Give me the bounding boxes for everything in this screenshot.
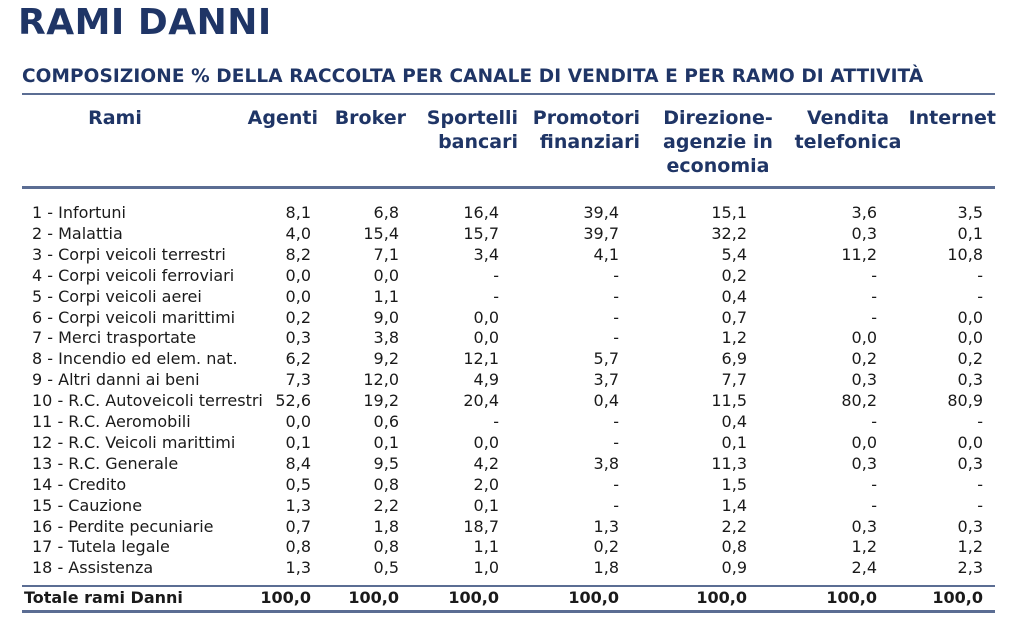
cell-sportelli: 0,0 — [473, 432, 499, 452]
cell-broker: 0,8 — [373, 537, 399, 557]
header-promotori-line1: Promotori — [532, 107, 640, 129]
cell-sportelli: 15,7 — [463, 223, 499, 243]
cell-sportelli: - — [493, 286, 499, 306]
cell-promotori: - — [613, 328, 619, 348]
header-direzione-line2: agenzie in — [663, 131, 773, 153]
row-label: 13 - R.C. Generale — [32, 453, 179, 473]
cell-vendita: 0,0 — [851, 328, 877, 348]
cell-vendita: - — [871, 474, 877, 494]
row-label: 14 - Credito — [32, 474, 127, 494]
table-row — [0, 453, 1020, 474]
cell-vendita: 2,4 — [851, 558, 877, 578]
cell-broker: 1,8 — [373, 516, 399, 536]
table-row — [0, 516, 1020, 537]
row-label: 12 - R.C. Veicoli marittimi — [32, 432, 236, 452]
cell-vendita: 100,0 — [826, 588, 877, 607]
cell-agenti: 4,0 — [285, 223, 311, 243]
cell-internet: 0,3 — [957, 370, 983, 390]
cell-agenti: 8,4 — [285, 453, 311, 473]
cell-sportelli: 1,0 — [473, 558, 499, 578]
cell-agenti: 0,5 — [285, 474, 311, 494]
cell-sportelli: 12,1 — [463, 349, 499, 369]
cell-internet: 0,0 — [957, 307, 983, 327]
row-label: 10 - R.C. Autoveicoli terrestri — [32, 391, 263, 411]
cell-vendita: - — [871, 307, 877, 327]
row-label: 5 - Corpi veicoli aerei — [32, 286, 202, 306]
cell-agenti: 8,2 — [285, 244, 311, 264]
header-direzione-line1: Direzione- — [663, 107, 773, 129]
table-row — [0, 286, 1020, 307]
row-label: 4 - Corpi veicoli ferroviari — [32, 265, 235, 285]
header-vendita-line2: telefonica — [794, 131, 902, 153]
cell-agenti: 100,0 — [260, 588, 311, 607]
cell-agenti: 8,1 — [285, 203, 311, 222]
row-label: 18 - Assistenza — [32, 558, 154, 578]
cell-broker: 7,1 — [373, 244, 399, 264]
row-label: 11 - R.C. Aeromobili — [32, 412, 191, 431]
table-row — [0, 327, 1020, 348]
cell-sportelli: 3,4 — [473, 244, 499, 264]
header-direzione — [650, 106, 786, 178]
header-sportelli-line2: bancari — [438, 131, 518, 153]
cell-promotori: - — [613, 307, 619, 327]
row-label: 16 - Perdite pecuniarie — [32, 516, 214, 536]
cell-direzione: 15,1 — [711, 203, 747, 222]
header-rami: Rami — [88, 107, 142, 129]
cell-promotori: - — [613, 412, 619, 431]
cell-promotori: - — [613, 265, 619, 285]
cell-internet: - — [977, 412, 983, 431]
cell-vendita: - — [871, 265, 877, 285]
cell-promotori: - — [613, 286, 619, 306]
cell-internet: - — [977, 474, 983, 494]
cell-vendita: - — [871, 495, 877, 515]
cell-vendita: - — [871, 412, 877, 431]
cell-internet: 0,0 — [957, 328, 983, 348]
table-row — [0, 244, 1020, 265]
cell-direzione: 2,2 — [721, 516, 747, 536]
cell-internet: 0,2 — [957, 349, 983, 369]
cell-vendita: 1,2 — [851, 537, 877, 557]
cell-promotori: 3,7 — [593, 370, 619, 390]
divider-top — [22, 93, 995, 95]
cell-promotori: 39,7 — [583, 223, 619, 243]
cell-promotori: 100,0 — [568, 588, 619, 607]
cell-promotori: 3,8 — [593, 453, 619, 473]
cell-direzione: 11,3 — [711, 453, 747, 473]
cell-direzione: 7,7 — [721, 370, 747, 390]
cell-sportelli: 4,9 — [473, 370, 499, 390]
cell-internet: 80,9 — [947, 391, 983, 411]
header-sportelli-line1: Sportelli — [426, 107, 518, 129]
header-promotori — [520, 106, 640, 154]
cell-direzione: 100,0 — [696, 588, 747, 607]
cell-broker: 0,6 — [373, 412, 399, 431]
cell-direzione: 0,2 — [721, 265, 747, 285]
cell-agenti: 0,7 — [285, 516, 311, 536]
cell-direzione: 0,4 — [721, 286, 747, 306]
cell-direzione: 0,4 — [721, 412, 747, 431]
cell-internet: - — [977, 265, 983, 285]
cell-promotori: - — [613, 495, 619, 515]
cell-vendita: 0,3 — [851, 223, 877, 243]
cell-vendita: 0,3 — [851, 370, 877, 390]
row-label: 7 - Merci trasportate — [32, 328, 197, 348]
table-row — [0, 536, 1020, 557]
cell-internet: 0,3 — [957, 453, 983, 473]
divider-bottom — [22, 610, 995, 613]
cell-sportelli: 20,4 — [463, 391, 499, 411]
row-label: 9 - Altri danni ai beni — [32, 370, 200, 390]
header-broker: Broker — [334, 107, 406, 129]
table-row — [0, 432, 1020, 453]
cell-direzione: 0,9 — [721, 558, 747, 578]
cell-direzione: 5,4 — [721, 244, 747, 264]
table-row — [0, 557, 1020, 578]
cell-direzione: 0,8 — [721, 537, 747, 557]
cell-broker: 12,0 — [363, 370, 399, 390]
cell-sportelli: 0,1 — [473, 495, 499, 515]
cell-direzione: 0,7 — [721, 307, 747, 327]
cell-vendita: 80,2 — [841, 391, 877, 411]
cell-broker: 9,2 — [373, 349, 399, 369]
cell-promotori: 1,3 — [593, 516, 619, 536]
row-label: 3 - Corpi veicoli terrestri — [32, 244, 226, 264]
cell-direzione: 0,1 — [721, 432, 747, 452]
cell-promotori: - — [613, 474, 619, 494]
cell-agenti: 0,0 — [285, 286, 311, 306]
cell-direzione: 32,2 — [711, 223, 747, 243]
cell-vendita: 0,2 — [851, 349, 877, 369]
cell-broker: 2,2 — [373, 495, 399, 515]
cell-agenti: 1,3 — [285, 495, 311, 515]
cell-direzione: 11,5 — [711, 391, 747, 411]
cell-internet: 1,2 — [957, 537, 983, 557]
cell-internet: 100,0 — [932, 588, 983, 607]
cell-sportelli: 0,0 — [473, 328, 499, 348]
header-internet: Internet — [908, 107, 996, 129]
table-row — [0, 369, 1020, 390]
table-row — [0, 307, 1020, 328]
cell-agenti: 0,2 — [285, 307, 311, 327]
table-row — [0, 495, 1020, 516]
cell-broker: 9,5 — [373, 453, 399, 473]
divider-header — [22, 186, 995, 189]
cell-internet: - — [977, 286, 983, 306]
row-label: 6 - Corpi veicoli marittimi — [32, 307, 236, 327]
cell-broker: 0,5 — [373, 558, 399, 578]
cell-direzione: 1,4 — [721, 495, 747, 515]
row-label: Totale rami Danni — [24, 588, 183, 607]
header-sportelli — [410, 106, 518, 154]
cell-vendita: - — [871, 286, 877, 306]
cell-broker: 19,2 — [363, 391, 399, 411]
table-row — [0, 265, 1020, 286]
cell-broker: 100,0 — [348, 588, 399, 607]
cell-broker: 0,1 — [373, 432, 399, 452]
table-row — [0, 223, 1020, 244]
cell-sportelli: 0,0 — [473, 307, 499, 327]
table-subtitle: COMPOSIZIONE % DELLA RACCOLTA PER CANALE DI VENDITA E PER RAMO DI ATTIVITÀ — [22, 66, 924, 87]
cell-internet: 3,5 — [957, 203, 983, 222]
cell-broker: 15,4 — [363, 223, 399, 243]
cell-sportelli: 4,2 — [473, 453, 499, 473]
row-label: 17 - Tutela legale — [32, 537, 170, 557]
cell-sportelli: 100,0 — [448, 588, 499, 607]
cell-broker: 1,1 — [373, 286, 399, 306]
cell-sportelli: 2,0 — [473, 474, 499, 494]
cell-promotori: 5,7 — [593, 349, 619, 369]
cell-vendita: 0,3 — [851, 516, 877, 536]
cell-broker: 3,8 — [373, 328, 399, 348]
cell-promotori: 0,4 — [593, 391, 619, 411]
table-row — [0, 411, 1020, 432]
cell-vendita: 3,6 — [851, 203, 877, 222]
cell-sportelli: 16,4 — [463, 203, 499, 222]
cell-promotori: 4,1 — [593, 244, 619, 264]
table-row — [0, 348, 1020, 369]
cell-vendita: 11,2 — [841, 244, 877, 264]
cell-sportelli: - — [493, 412, 499, 431]
header-vendita — [788, 106, 908, 154]
cell-agenti: 0,8 — [285, 537, 311, 557]
row-label: 8 - Incendio ed elem. nat. — [32, 349, 238, 369]
cell-agenti: 1,3 — [285, 558, 311, 578]
cell-broker: 6,8 — [373, 203, 399, 222]
cell-agenti: 7,3 — [285, 370, 311, 390]
cell-internet: - — [977, 495, 983, 515]
row-label: 1 - Infortuni — [32, 203, 126, 222]
cell-internet: 0,3 — [957, 516, 983, 536]
cell-promotori: 1,8 — [593, 558, 619, 578]
cell-promotori: - — [613, 432, 619, 452]
row-label: 15 - Cauzione — [32, 495, 143, 515]
cell-agenti: 0,1 — [285, 432, 311, 452]
cell-promotori: 0,2 — [593, 537, 619, 557]
cell-internet: 0,0 — [957, 432, 983, 452]
cell-internet: 0,1 — [957, 223, 983, 243]
cell-direzione: 1,2 — [721, 328, 747, 348]
header-agenti: Agenti — [247, 107, 318, 129]
header-vendita-line1: Vendita — [806, 107, 890, 129]
cell-broker: 9,0 — [373, 307, 399, 327]
cell-vendita: 0,0 — [851, 432, 877, 452]
cell-internet: 2,3 — [957, 558, 983, 578]
header-direzione-line3: economia — [666, 155, 770, 177]
cell-agenti: 6,2 — [285, 349, 311, 369]
cell-agenti: 52,6 — [275, 391, 311, 411]
cell-sportelli: - — [493, 265, 499, 285]
cell-vendita: 0,3 — [851, 453, 877, 473]
cell-agenti: 0,0 — [285, 265, 311, 285]
cell-agenti: 0,0 — [285, 412, 311, 431]
cell-broker: 0,8 — [373, 474, 399, 494]
header-promotori-line2: finanziari — [539, 131, 640, 153]
cell-direzione: 6,9 — [721, 349, 747, 369]
cell-sportelli: 18,7 — [463, 516, 499, 536]
cell-broker: 0,0 — [373, 265, 399, 285]
page-title: RAMI DANNI — [18, 2, 272, 43]
cell-sportelli: 1,1 — [473, 537, 499, 557]
table-row — [0, 474, 1020, 495]
table-row — [0, 202, 1020, 223]
cell-agenti: 0,3 — [285, 328, 311, 348]
row-label: 2 - Malattia — [32, 223, 123, 243]
total-row — [0, 587, 1020, 608]
table-row — [0, 390, 1020, 411]
cell-promotori: 39,4 — [583, 203, 619, 222]
cell-direzione: 1,5 — [721, 474, 747, 494]
cell-internet: 10,8 — [947, 244, 983, 264]
